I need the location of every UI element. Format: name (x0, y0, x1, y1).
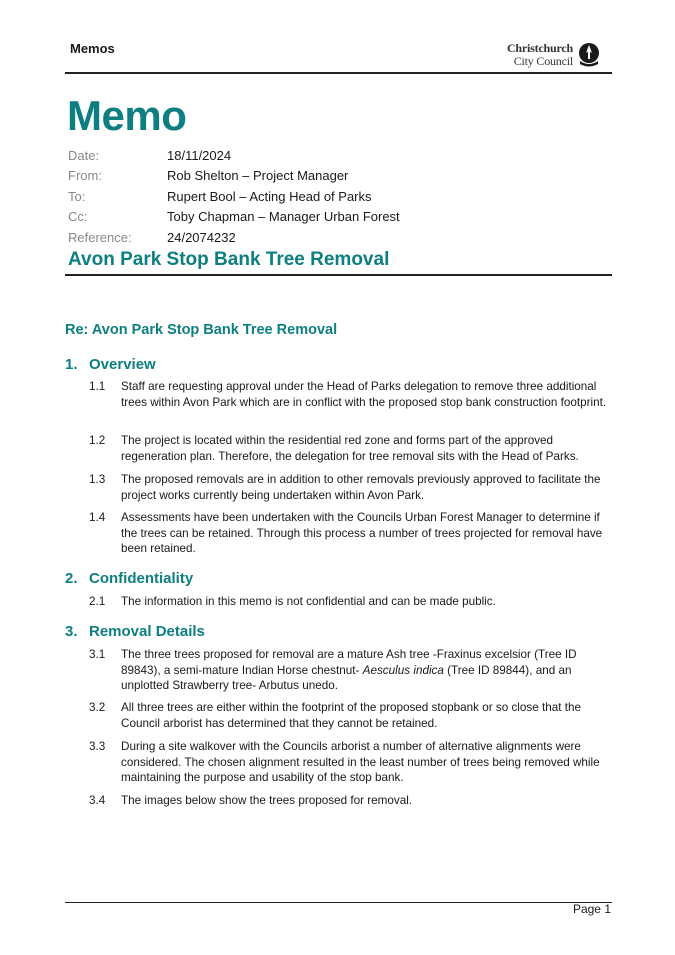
meta-label: Cc: (68, 209, 88, 225)
meta-label: To: (68, 188, 86, 204)
section-heading-overview (65, 356, 156, 373)
council-logo (497, 40, 607, 70)
memo-title: Memo (67, 92, 187, 139)
paragraph (89, 594, 614, 610)
meta-value: 24/2074232 (167, 229, 236, 245)
paragraph (89, 700, 614, 731)
section-number: 1. (65, 356, 78, 373)
paragraph-number: 1.2 (89, 434, 106, 447)
meta-value: Rob Shelton – Project Manager (167, 168, 349, 184)
paragraph (89, 793, 614, 809)
paragraph (89, 379, 614, 410)
section-number: 2. (65, 570, 78, 587)
paragraph-text: Assessments have been undertaken with the Councils Urban Forest Manager to determine if the trees can be retained. Through this process a number of trees projected for removal have been retained. (121, 511, 603, 556)
paragraph (89, 472, 614, 503)
footer-divider (65, 902, 612, 903)
paragraph-text (121, 647, 614, 694)
memo-subject: Avon Park Stop Bank Tree Removal (68, 249, 390, 270)
section-heading-confidentiality (65, 570, 193, 587)
paragraph-number: 1.1 (89, 380, 106, 393)
section-title: Removal Details (89, 623, 205, 640)
paragraph (89, 739, 614, 786)
paragraph-number: 3.3 (89, 740, 106, 753)
paragraph (89, 510, 614, 557)
section-number: 3. (65, 623, 78, 640)
council-logo-icon (577, 42, 601, 68)
logo-line1: Christchurch (506, 41, 573, 55)
meta-value: Rupert Bool – Acting Head of Parks (167, 188, 372, 204)
meta-value: 18/11/2024 (167, 148, 232, 163)
section-title: Overview (89, 356, 156, 373)
paragraph-text: The project is located within the residential red zone and forms part of the approved regeneration plan. Therefore, the delegation for tree removal sits with the Head of Parks. (121, 434, 579, 463)
paragraph-text: The proposed removals are in addition to other removals previously approved to facilitate the project works currently being undertaken within Avon Park. (121, 473, 601, 502)
meta-label: Reference: (68, 229, 132, 245)
header-label: Memos (70, 41, 115, 56)
paragraph-text: The images below show the trees proposed for removal. (121, 794, 413, 807)
meta-label: Date: (68, 148, 100, 163)
paragraph-number: 1.3 (89, 473, 106, 486)
page-number: Page 1 (572, 902, 611, 916)
section-title: Confidentiality (89, 570, 194, 587)
paragraph-number: 2.1 (89, 595, 106, 608)
logo-line2: City Council (513, 54, 573, 68)
paragraph (89, 647, 614, 694)
species-name-italic: Aesculus indica (362, 663, 444, 677)
paragraph-text: All three trees are either within the footprint of the proposed stopbank or so close that the Council arborist has determined that they cannot be retained. (121, 701, 581, 730)
subject-divider (65, 274, 612, 276)
paragraph-text: The information in this memo is not confidential and can be made public. (121, 595, 496, 608)
header-divider (65, 72, 612, 74)
meta-value: Toby Chapman – Manager Urban Forest (167, 209, 400, 225)
re-heading: Re: Avon Park Stop Bank Tree Removal (65, 322, 338, 338)
paragraph-text: During a site walkover with the Councils arborist a number of alternative alignments were considered. The chosen alignment resulted in the least number of trees being removed while maintaining the purpose and usability of the stop bank. (121, 740, 600, 785)
paragraph (89, 433, 614, 464)
paragraph-number: 3.2 (89, 701, 106, 714)
paragraph-number: 3.1 (89, 648, 106, 661)
meta-label: From: (68, 168, 102, 184)
paragraph-number: 1.4 (89, 511, 106, 524)
section-heading-removal-details (65, 623, 205, 640)
paragraph-text: Staff are requesting approval under the Head of Parks delegation to remove three additional trees within Avon Park which are in conflict with the proposed stop bank construction footprint. (121, 380, 607, 409)
paragraph-number: 3.4 (89, 794, 106, 807)
paragraph-text-part: (Tree ID 89844), and an unplotted Strawberry tree- Arbutus unedo. (121, 663, 572, 693)
paragraph-text-part: The three trees proposed for removal are a mature Ash tree -Fraxinus excelsior (Tree ID 89843), a semi-mature Indian Horse chestnut- (121, 648, 577, 677)
